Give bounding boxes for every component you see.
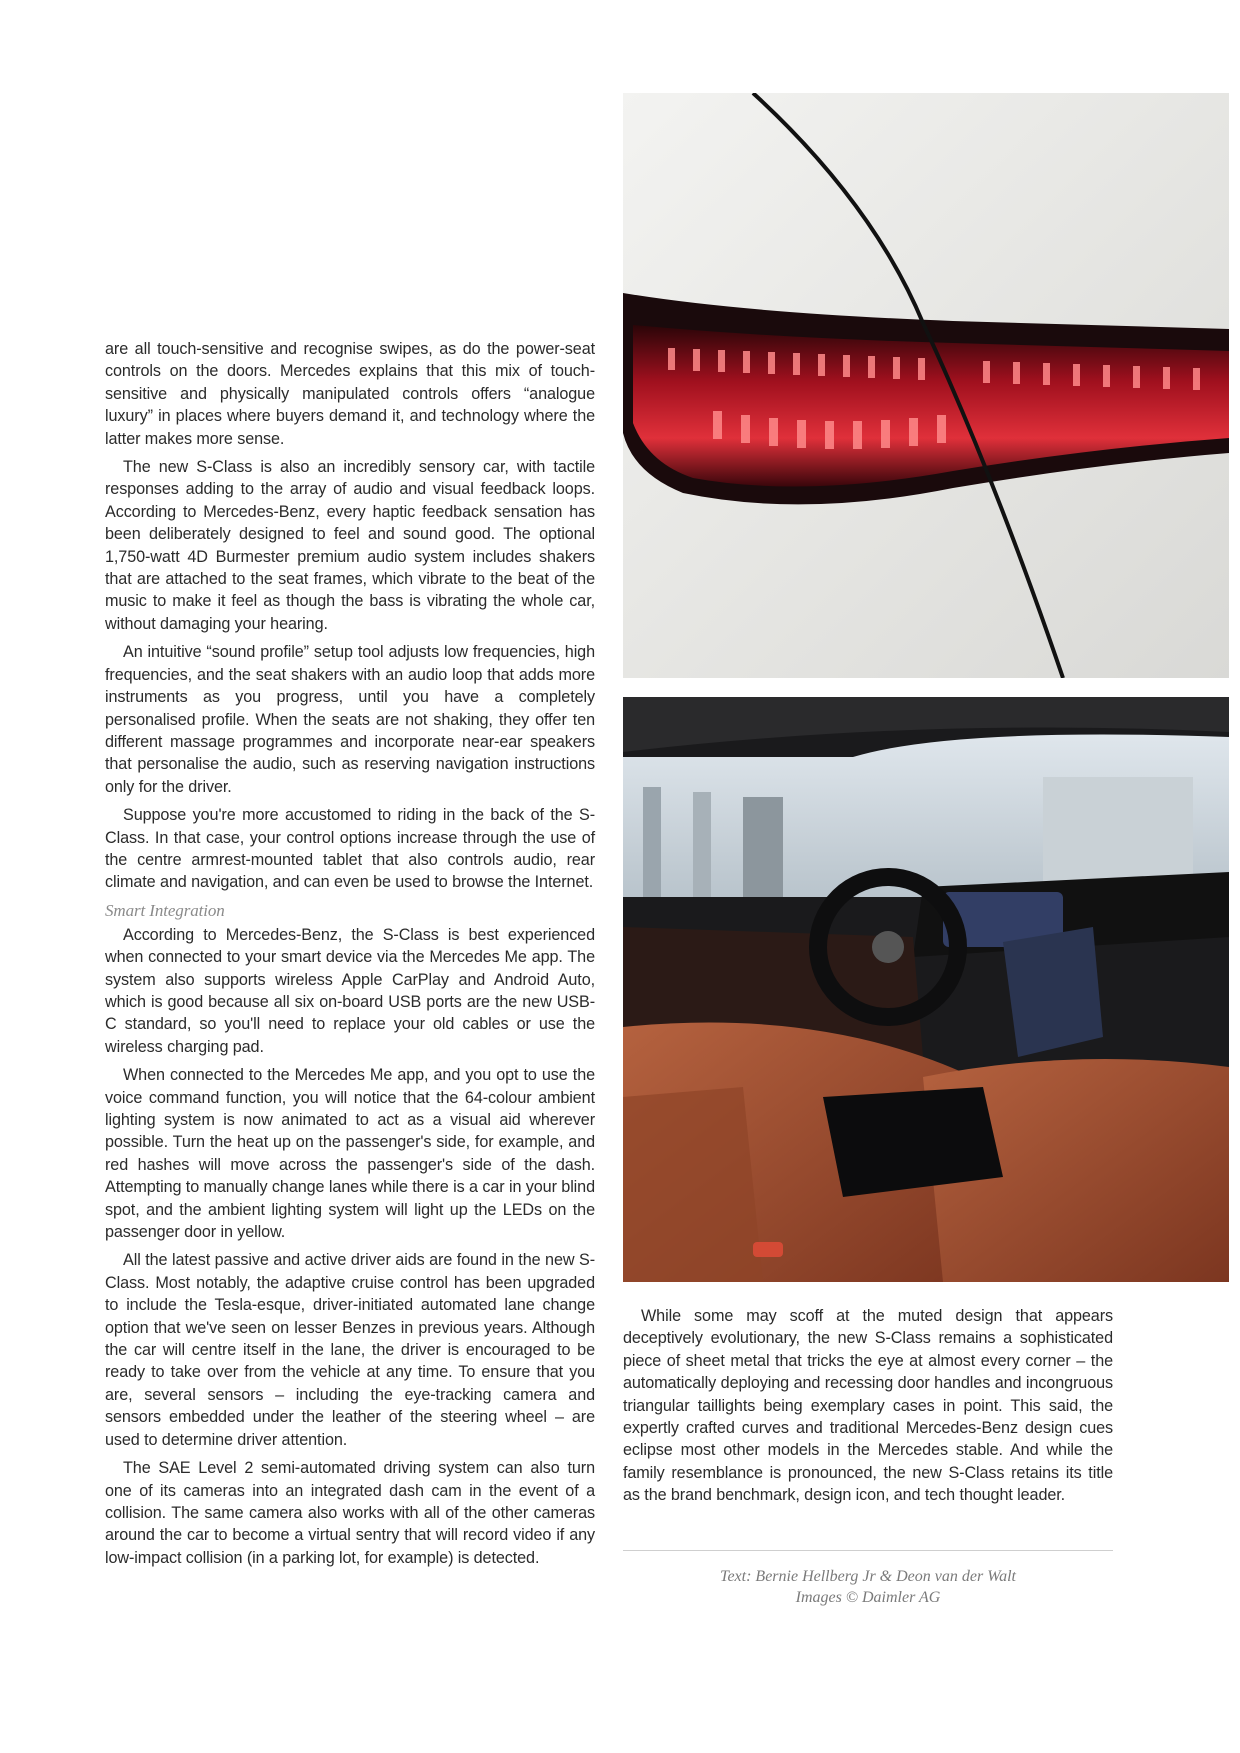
taillight-image: [623, 93, 1229, 678]
section-subheading: Smart Integration: [105, 900, 225, 920]
paragraph: The new S-Class is also an incredibly sensory car, with tactile responses adding to the array of audio and visual feedback loops. According to Mercedes-Benz, every haptic feedback sensation has been deliberately designed to feel and sound good. The optional 1,750-watt 4D Burmester premium audio system includes shakers that are attached to the seat frames, which vibrate to the beat of the music to make it feel as though the bass is vibrating the whole car, without damaging your hearing.: [105, 458, 595, 633]
paragraph: Suppose you're more accustomed to riding in the back of the S-Class. In that case, your control options increase through the use of the centre armrest-mounted tablet that also controls audio, rear climate and navigation, and can even be used to browse the Internet.: [105, 806, 595, 892]
credits-text: Text: Bernie Hellberg Jr & Deon van der Walt: [720, 1568, 1016, 1585]
interior-photo: [623, 697, 1229, 1282]
right-text-column: [623, 1305, 1113, 1513]
left-text-column: [105, 338, 595, 1575]
paragraph: The SAE Level 2 semi-automated driving system can also turn one of its cameras into an integrated dash cam in the event of a collision. The same camera also works with all of the other cameras around the car to become a virtual sentry that will record video if any low-impact collision (in a parking lot, for example) is detected.: [105, 1459, 595, 1567]
interior-image: [623, 697, 1229, 1282]
paragraph: An intuitive “sound profile” setup tool adjusts low frequencies, high frequencies, and the seat shakers with an audio loop that adds more instruments as you progress, until you have a completely personalised profile. When the seats are not shaking, they offer ten different massage programmes and incorporate near-ear speakers that personalise the audio, such as reserving navigation instructions only for the driver.: [105, 643, 595, 796]
taillight-photo: [623, 93, 1229, 678]
credits-images: Images © Daimler AG: [795, 1589, 941, 1606]
article-credits: [623, 1566, 1113, 1608]
credits-divider: [623, 1550, 1113, 1551]
paragraph: While some may scoff at the muted design that appears deceptively evolutionary, the new S-Class remains a sophisticated piece of sheet metal that tricks the eye at almost every corner – the automatically deploying and recessing door handles and incongruous triangular taillights being exemplary cases in point. This said, the expertly crafted curves and traditional Mercedes-Benz design cues eclipse most other models in the Mercedes stable. And while the family resemblance is pronounced, the new S-Class retains its title as the brand benchmark, design icon, and tech thought leader.: [623, 1307, 1113, 1505]
paragraph: are all touch-sensitive and recognise swipes, as do the power-seat controls on the doors. Mercedes explains that this mix of touch-sensitive and physically manipulated controls offers “analogue luxury” in places where buyers demand it, and technology where the latter makes more sense.: [105, 340, 595, 448]
paragraph: When connected to the Mercedes Me app, and you opt to use the voice command function, you will notice that the 64-colour ambient lighting system is now animated to act as a visual aid wherever possible. Turn the heat up on the passenger's side, for example, and red hashes will move across the passenger's side of the dash. Attempting to manually change lanes while there is a car in your blind spot, and the ambient lighting system will light up the LEDs on the passenger door in yellow.: [105, 1066, 595, 1242]
paragraph: All the latest passive and active driver aids are found in the new S-Class. Most notably, the adaptive cruise control has been upgraded to include the Tesla-esque, driver-initiated automated lane change option that we've seen on lesser Benzes in previous years. Although the car will centre itself in the lane, the driver is encouraged to be ready to take over from the vehicle at any time. To ensure that you are, several sensors – including the eye-tracking camera and sensors embedded under the leather of the steering wheel – are used to determine driver attention.: [105, 1251, 595, 1449]
paragraph: According to Mercedes-Benz, the S-Class is best experienced when connected to your smart device via the Mercedes Me app. The system also supports wireless Apple CarPlay and Android Auto, which is good because all six on-board USB ports are the new USB-C standard, so you'll need to replace your old cables or use the wireless charging pad.: [105, 925, 595, 1056]
